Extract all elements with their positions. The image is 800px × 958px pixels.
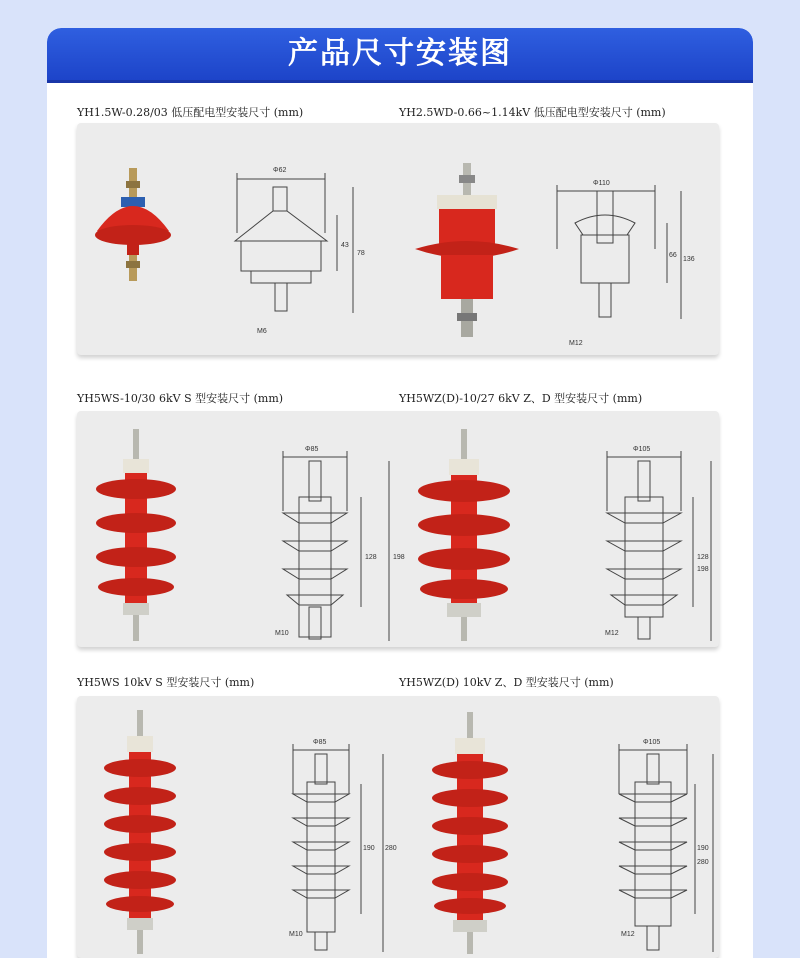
diameter-label-4: Φ105 bbox=[633, 446, 651, 453]
arrester-photo-1 bbox=[95, 168, 171, 281]
diameter-label-1: Φ62 bbox=[273, 167, 287, 174]
height-label-1b: 78 bbox=[357, 250, 365, 257]
height-label-6a: 190 bbox=[697, 845, 709, 852]
arrester-photo-6 bbox=[432, 712, 508, 954]
bolt-label-6: M12 bbox=[621, 931, 635, 938]
dimension-panel-3 bbox=[77, 696, 719, 958]
dimension-panel-2 bbox=[77, 411, 719, 647]
height-label-5b: 280 bbox=[385, 845, 397, 852]
height-label-5a: 190 bbox=[363, 845, 375, 852]
arrester-photo-4 bbox=[418, 429, 510, 641]
dimension-drawing-3 bbox=[283, 451, 389, 641]
diameter-label-5: Φ85 bbox=[313, 739, 327, 746]
height-label-4b: 198 bbox=[697, 566, 709, 573]
diameter-label-2: Φ110 bbox=[593, 180, 610, 187]
height-label-6b: 280 bbox=[697, 859, 709, 866]
caption-4: YH5WZ(D)-10/27 6kV Z、D 型安装尺寸 (mm) bbox=[399, 392, 643, 405]
bolt-label-4: M12 bbox=[605, 630, 619, 637]
diameter-label-6: Φ105 bbox=[643, 739, 661, 746]
diameter-label-3: Φ85 bbox=[305, 446, 319, 453]
product-dimension-card bbox=[47, 28, 753, 958]
arrester-photo-5 bbox=[104, 710, 176, 954]
bolt-label-2: M12 bbox=[569, 340, 583, 347]
caption-2: YH2.5WD-0.66~1.14kV 低压配电型安装尺寸 (mm) bbox=[399, 106, 666, 119]
section-header bbox=[47, 28, 753, 83]
height-label-1a: 43 bbox=[341, 242, 349, 249]
height-label-3b: 198 bbox=[393, 554, 405, 561]
height-label-4a: 128 bbox=[697, 554, 709, 561]
height-label-2b: 136 bbox=[683, 256, 695, 263]
bolt-label-3: M10 bbox=[275, 630, 289, 637]
caption-6: YH5WZ(D) 10kV Z、D 型安装尺寸 (mm) bbox=[399, 676, 614, 689]
bolt-label-5: M10 bbox=[289, 931, 303, 938]
caption-3: YH5WS-10/30 6kV S 型安装尺寸 (mm) bbox=[77, 392, 284, 405]
dimension-drawing-4 bbox=[607, 451, 711, 641]
dimension-panel-1 bbox=[77, 123, 719, 355]
arrester-photo-2 bbox=[415, 163, 519, 337]
caption-5: YH5WS 10kV S 型安装尺寸 (mm) bbox=[77, 676, 255, 689]
caption-1: YH1.5W-0.28/03 低压配电型安装尺寸 (mm) bbox=[77, 106, 304, 119]
dimension-drawing-2 bbox=[557, 185, 681, 319]
height-label-3a: 128 bbox=[365, 554, 377, 561]
dimension-drawing-1 bbox=[235, 173, 353, 313]
section-title: 产品尺寸安装图 bbox=[288, 36, 512, 71]
height-label-2a: 66 bbox=[669, 252, 677, 259]
arrester-photo-3 bbox=[96, 429, 176, 641]
bolt-label-1: M6 bbox=[257, 328, 267, 335]
